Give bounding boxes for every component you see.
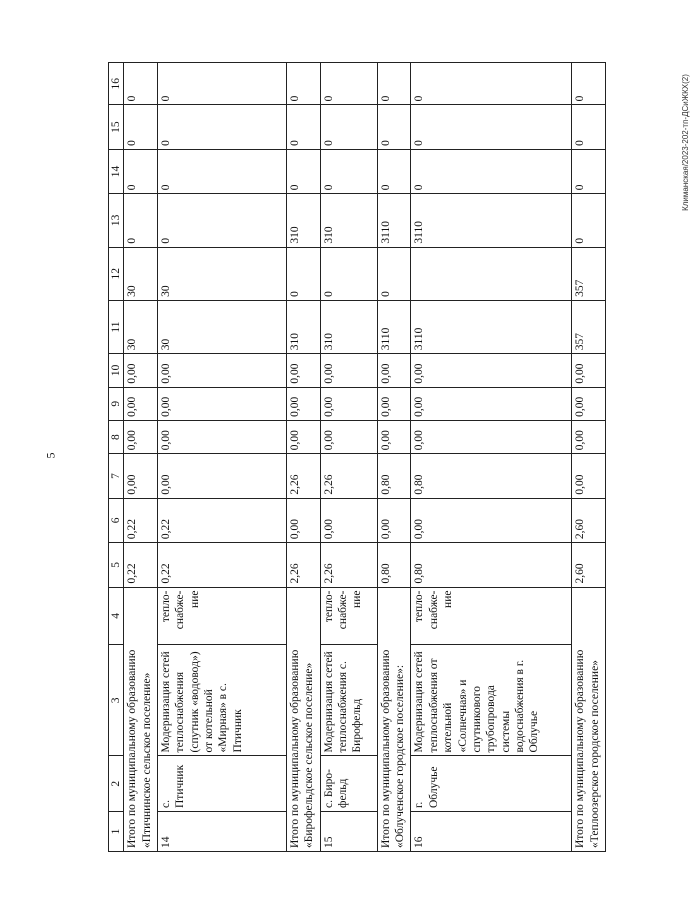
value-cell: 0 (157, 194, 286, 247)
page-number: 5 (43, 452, 58, 459)
value-cell: 3110 (377, 194, 411, 247)
investment-table (108, 62, 606, 852)
subtotal-label: Итого по муниципальному образованию «Теплоозерское городское поселение» (572, 587, 606, 851)
header-cell: 5 (109, 543, 124, 587)
header-cell: 13 (109, 194, 124, 247)
value-cell: 0 (287, 149, 321, 193)
value-cell: 30 (124, 247, 158, 300)
value-cell: 0 (572, 149, 606, 193)
header-cell: 3 (109, 645, 124, 756)
value-cell: 0,00 (377, 420, 411, 453)
value-cell: 30 (157, 300, 286, 353)
value-cell: 2,26 (287, 543, 321, 587)
value-cell: 310 (320, 300, 377, 353)
header-cell: 14 (109, 149, 124, 193)
header-cell: 16 (109, 63, 124, 105)
subtotal-label: Итого по муниципальному образованию «Облученское городское поселение»: (377, 587, 411, 851)
value-cell: 0,00 (287, 387, 321, 420)
value-cell: 3110 (411, 300, 572, 353)
value-cell: 0 (157, 105, 286, 149)
value-cell: 0,00 (572, 387, 606, 420)
value-cell: 0 (377, 105, 411, 149)
value-cell: 2,60 (572, 498, 606, 542)
settlement-cell: г. Облучье (411, 756, 572, 812)
value-cell: 0,00 (287, 354, 321, 387)
value-cell: 357 (572, 300, 606, 353)
header-row (109, 63, 124, 852)
value-cell: 0 (157, 149, 286, 193)
header-cell: 8 (109, 420, 124, 453)
value-cell: 0,00 (157, 420, 286, 453)
header-cell: 12 (109, 247, 124, 300)
value-cell: 0,00 (320, 354, 377, 387)
value-cell: 357 (572, 247, 606, 300)
value-cell: 2,26 (287, 454, 321, 498)
value-cell: 0,00 (320, 387, 377, 420)
value-cell: 30 (124, 300, 158, 353)
measure-cell: Модернизация сетей теплоснабжения (спутник «водовод») от котельной «Мирная» в с. Птичник (157, 645, 286, 756)
value-cell: 0 (320, 247, 377, 300)
value-cell: 0 (124, 149, 158, 193)
value-cell: 0,80 (411, 454, 572, 498)
header-cell: 15 (109, 105, 124, 149)
value-cell: 0,00 (157, 354, 286, 387)
value-cell: 2,26 (320, 543, 377, 587)
value-cell: 0,80 (377, 543, 411, 587)
value-cell: 3110 (377, 300, 411, 353)
value-cell: 310 (287, 194, 321, 247)
value-cell: 0,00 (124, 387, 158, 420)
document-code: Климанская/2023-202-тп-ДСиЖКХ(2) (680, 74, 690, 211)
value-cell: 0,80 (377, 454, 411, 498)
value-cell: 0,00 (572, 420, 606, 453)
value-cell: 0,00 (411, 420, 572, 453)
value-cell: 0,00 (124, 420, 158, 453)
value-cell: 0 (157, 63, 286, 105)
value-cell: 0,00 (377, 387, 411, 420)
value-cell: 30 (157, 247, 286, 300)
value-cell: 0,22 (157, 498, 286, 542)
settlement-cell: с. Птичник (157, 756, 286, 812)
header-cell: 10 (109, 354, 124, 387)
value-cell: 0 (411, 149, 572, 193)
settlement-cell: с. Биро-фельд (320, 756, 377, 812)
value-cell: 2,60 (572, 543, 606, 587)
value-cell: 0 (377, 149, 411, 193)
service-type-cell: тепло-снабже-ние (411, 587, 572, 645)
value-cell: 0,00 (157, 387, 286, 420)
header-cell: 9 (109, 387, 124, 420)
row-number: 16 (411, 812, 572, 852)
value-cell: 0 (377, 247, 411, 300)
value-cell: 0 (411, 63, 572, 105)
value-cell (411, 247, 572, 300)
value-cell: 0 (572, 105, 606, 149)
value-cell: 0,22 (157, 543, 286, 587)
table-row (320, 63, 377, 852)
header-cell: 1 (109, 812, 124, 852)
value-cell: 0,00 (287, 498, 321, 542)
value-cell: 0,00 (411, 498, 572, 542)
subtotal-row (377, 63, 411, 852)
value-cell: 0 (287, 105, 321, 149)
value-cell: 0,00 (411, 387, 572, 420)
measure-cell: Модернизация сетей теплоснабжения с. Бирофельд (320, 645, 377, 756)
value-cell: 0 (124, 105, 158, 149)
value-cell: 0 (320, 105, 377, 149)
value-cell: 0 (124, 63, 158, 105)
subtotal-label: Итого по муниципальному образованию «Бирофельдское сельское поселение» (287, 587, 321, 851)
value-cell: 0 (320, 63, 377, 105)
value-cell: 0,00 (157, 454, 286, 498)
row-number: 14 (157, 812, 286, 852)
value-cell: 0,00 (320, 420, 377, 453)
value-cell: 0,00 (572, 454, 606, 498)
value-cell: 0,22 (124, 498, 158, 542)
subtotal-row (124, 63, 158, 852)
table-row (157, 63, 286, 852)
header-cell: 11 (109, 300, 124, 353)
header-cell: 7 (109, 454, 124, 498)
value-cell: 310 (287, 300, 321, 353)
value-cell: 0,80 (411, 543, 572, 587)
value-cell: 0 (124, 194, 158, 247)
table-row (411, 63, 572, 852)
value-cell: 2,26 (320, 454, 377, 498)
value-cell: 0,00 (572, 354, 606, 387)
value-cell: 0 (287, 63, 321, 105)
value-cell: 3110 (411, 194, 572, 247)
value-cell: 0,00 (377, 354, 411, 387)
value-cell: 0,00 (287, 420, 321, 453)
value-cell: 0 (287, 247, 321, 300)
value-cell: 0,00 (411, 354, 572, 387)
value-cell: 0 (377, 63, 411, 105)
value-cell: 0,00 (124, 454, 158, 498)
header-cell: 2 (109, 756, 124, 812)
value-cell: 0,22 (124, 543, 158, 587)
row-number: 15 (320, 812, 377, 852)
header-cell: 6 (109, 498, 124, 542)
value-cell: 0,00 (377, 498, 411, 542)
subtotal-label: Итого по муниципальному образованию «Птичнинское сельское поселение» (124, 587, 158, 851)
measure-cell: Модернизация сетей теплоснабжения от котельной «Солнечная» и спутникового трубопровода системы водоснабжения в г. Облучье (411, 645, 572, 756)
service-type-cell: тепло-снабже-ние (157, 587, 286, 645)
value-cell: 0,00 (124, 354, 158, 387)
value-cell: 0 (572, 194, 606, 247)
rotated-table-frame (108, 62, 606, 852)
value-cell: 0 (320, 149, 377, 193)
value-cell: 310 (320, 194, 377, 247)
service-type-cell: тепло-снабже-ние (320, 587, 377, 645)
value-cell: 0,00 (320, 498, 377, 542)
value-cell: 0 (411, 105, 572, 149)
table-container (108, 62, 606, 852)
header-cell: 4 (109, 587, 124, 645)
subtotal-row (287, 63, 321, 852)
value-cell: 0 (572, 63, 606, 105)
subtotal-row (572, 63, 606, 852)
